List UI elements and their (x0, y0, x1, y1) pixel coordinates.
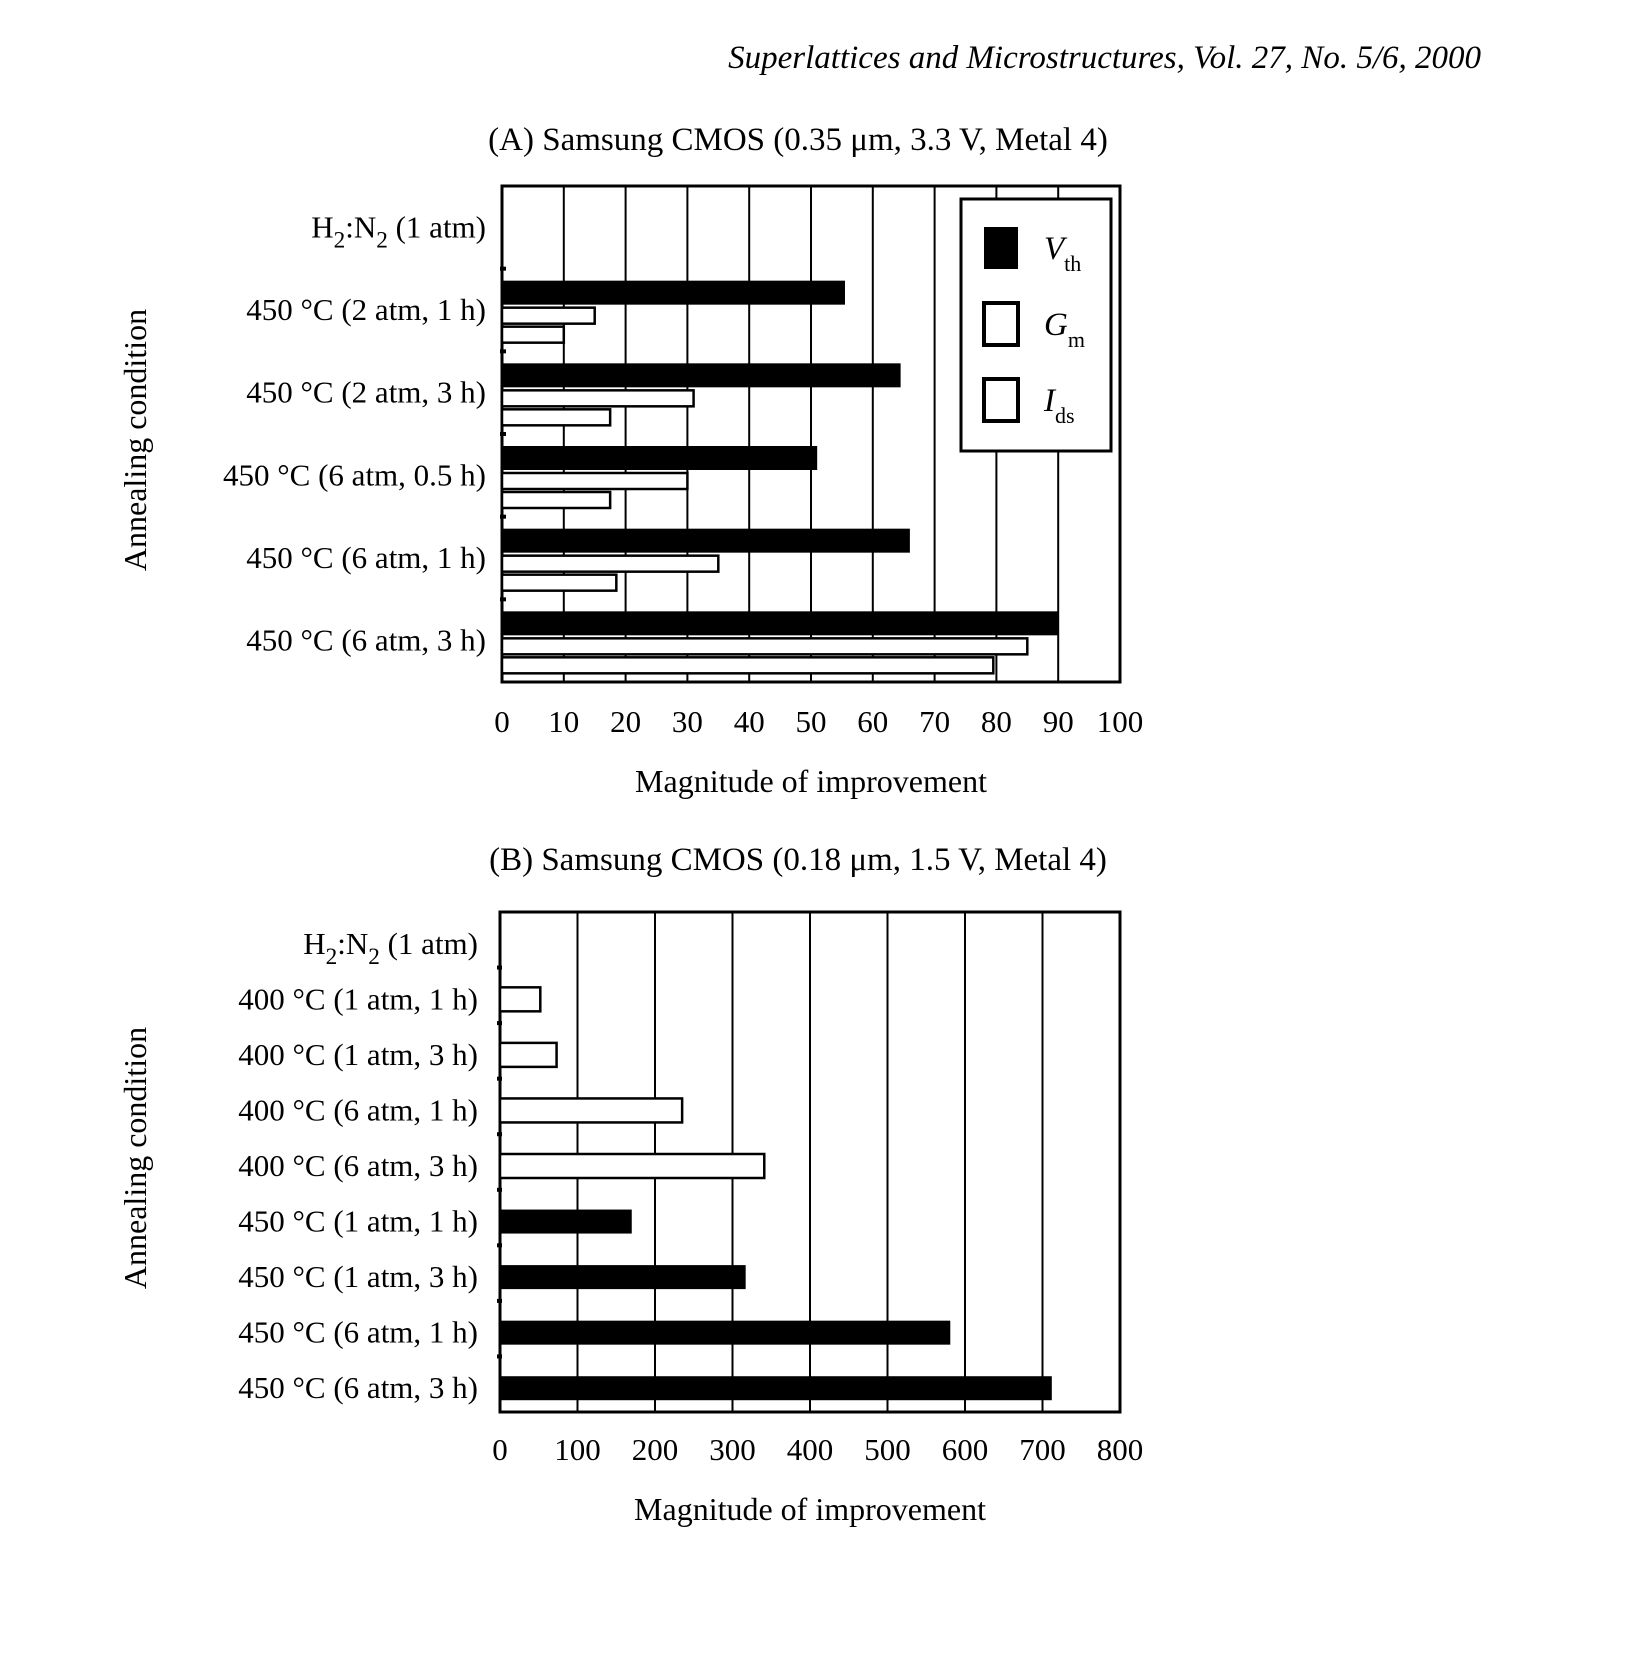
y-tick-label: 450 °C (2 atm, 3 h) (246, 374, 486, 410)
bar-vth (502, 363, 901, 387)
y-axis-label: Annealing condition (117, 1026, 153, 1290)
bar-gm (502, 556, 718, 572)
bar-vth (502, 529, 910, 553)
bar-450c (500, 1210, 632, 1234)
x-tick-label: 20 (610, 704, 642, 739)
y-tick-label: 450 °C (6 atm, 0.5 h) (223, 457, 486, 493)
bar-400c (500, 1154, 764, 1178)
bar-450c (500, 1265, 746, 1289)
y-tick-label: 450 °C (1 atm, 1 h) (238, 1203, 478, 1239)
x-tick-label: 50 (795, 704, 827, 739)
y-tick-label: 450 °C (6 atm, 1 h) (246, 540, 486, 575)
x-tick-label: 800 (1096, 1432, 1144, 1467)
bar-gm (502, 390, 694, 406)
y-tick-label: 450 °C (6 atm, 3 h) (246, 622, 486, 658)
x-tick-label: 0 (492, 1432, 508, 1467)
y-axis-label: Annealing condition (117, 308, 153, 572)
x-tick-label: 60 (857, 704, 889, 739)
journal-header: Superlattices and Microstructures, Vol. 27, No. 5/6, 2000 (728, 40, 1481, 76)
y-tick-label: 400 °C (1 atm, 1 h) (238, 981, 478, 1017)
chart-a (0, 0, 1636, 820)
legend-label-vth: $V_{th}$ (1044, 231, 1082, 276)
x-tick-label: 30 (671, 704, 703, 739)
x-tick-label: 700 (1019, 1432, 1066, 1467)
bar-ids (502, 657, 993, 673)
y-tick-label: 450 °C (6 atm, 3 h) (238, 1370, 478, 1406)
chart-a-title: (A) Samsung CMOS (0.35 μm, 3.3 V, Metal 4) (488, 122, 1108, 158)
x-tick-label: 600 (941, 1432, 989, 1467)
legend-label-gm: $G_m$ (1044, 307, 1085, 352)
y-tick-mark (500, 597, 506, 601)
legend-swatch-ids (984, 379, 1018, 421)
x-tick-label: 70 (919, 704, 951, 739)
x-tick-label: 400 (786, 1432, 834, 1467)
y-tick-mark (500, 349, 506, 353)
y-tick-label: 400 °C (1 atm, 3 h) (238, 1036, 478, 1072)
x-tick-label: 80 (980, 704, 1012, 739)
y-tick-mark (500, 432, 506, 436)
y-tick-label: $H_2:N_2$ (1 atm) (303, 925, 478, 970)
bar-400c (500, 1098, 682, 1122)
x-tick-label: 10 (548, 704, 580, 739)
x-tick-label: 100 (1096, 704, 1144, 739)
bar-ids (502, 575, 616, 591)
bar-vth (502, 611, 1058, 635)
bar-450c (500, 1376, 1052, 1400)
legend-label-ids: $I_{ds}$ (1044, 383, 1075, 428)
y-tick-mark (497, 1021, 502, 1025)
bar-450c (500, 1321, 950, 1345)
x-tick-label: 40 (733, 704, 765, 739)
y-tick-label: 400 °C (6 atm, 3 h) (238, 1148, 478, 1183)
x-tick-label: 100 (554, 1432, 601, 1467)
chart-b-title: (B) Samsung CMOS (0.18 μm, 1.5 V, Metal 4) (489, 842, 1107, 878)
y-tick-label: 450 °C (1 atm, 3 h) (238, 1259, 478, 1295)
x-tick-label: 90 (1042, 704, 1074, 739)
chart-b (0, 820, 1636, 1653)
x-axis-label: Magnitude of improvement (635, 763, 987, 799)
y-tick-mark (500, 515, 506, 519)
y-tick-mark (497, 1132, 502, 1136)
x-tick-label: 300 (709, 1432, 756, 1467)
y-tick-mark (497, 966, 502, 970)
bar-ids (502, 409, 610, 425)
x-tick-label: 200 (631, 1432, 679, 1467)
y-tick-label: 450 °C (6 atm, 1 h) (238, 1314, 478, 1350)
bar-vth (502, 281, 845, 305)
bar-vth (502, 446, 817, 470)
y-tick-label: 400 °C (6 atm, 1 h) (238, 1092, 478, 1128)
bar-400c (500, 1043, 557, 1067)
bar-gm (502, 638, 1027, 654)
bar-gm (502, 473, 687, 489)
y-tick-label: $H_2:N_2$ (1 atm) (311, 209, 486, 254)
y-tick-mark (500, 267, 506, 271)
bar-gm (502, 308, 595, 324)
y-tick-mark (497, 1243, 502, 1247)
x-tick-label: 0 (494, 704, 510, 739)
y-tick-mark (497, 1188, 502, 1192)
y-tick-mark (497, 1077, 502, 1081)
legend (961, 199, 1111, 451)
x-axis-label: Magnitude of improvement (634, 1491, 986, 1527)
y-tick-mark (497, 1299, 502, 1303)
bar-400c (500, 987, 540, 1011)
x-tick-label: 500 (864, 1432, 911, 1467)
legend-swatch-gm (984, 303, 1018, 345)
y-tick-label: 450 °C (2 atm, 1 h) (246, 292, 486, 327)
bar-ids (502, 327, 564, 343)
legend-swatch-vth (984, 227, 1018, 269)
y-tick-mark (497, 1354, 502, 1358)
bar-ids (502, 492, 610, 508)
